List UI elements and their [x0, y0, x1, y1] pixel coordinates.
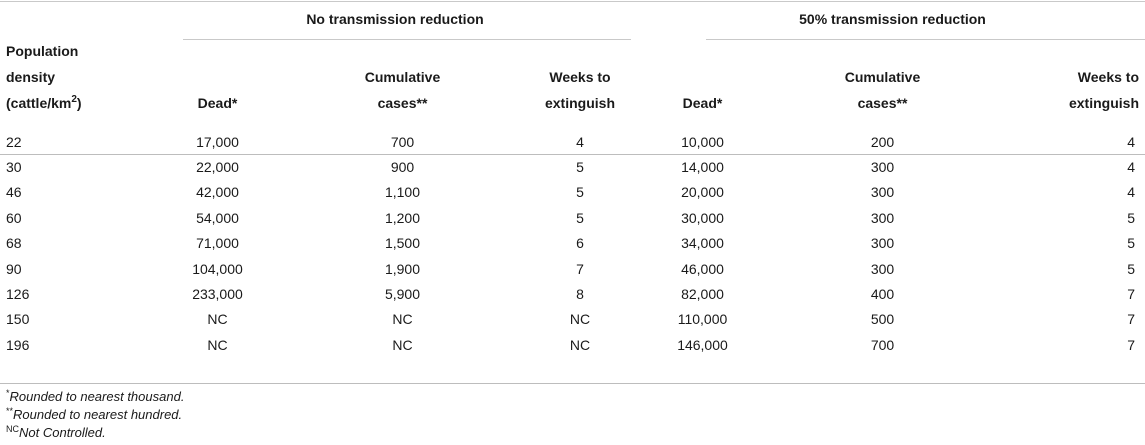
- col-header-pop-line3-sup: 2: [71, 94, 77, 105]
- cumulative-cases-cell: 1,900: [384, 260, 421, 277]
- group-header-row: [0, 0, 1145, 38]
- population-density-cell: 196: [6, 336, 30, 353]
- dead-50-cell: 82,000: [681, 286, 724, 303]
- population-density-cell: 90: [6, 260, 22, 277]
- dead-50-cell: 30,000: [681, 209, 724, 226]
- weeks-50-cell: 5: [1127, 260, 1135, 277]
- weeks-50-cell: 7: [1127, 286, 1135, 303]
- dead-50-cell: 20,000: [681, 184, 724, 201]
- population-density-cell: 30: [6, 159, 22, 176]
- dead-50-cell: 14,000: [681, 159, 724, 176]
- footnote-hundred-mark: **: [6, 406, 14, 416]
- dead-50-cell: 110,000: [677, 311, 728, 328]
- weeks-cell: 5: [576, 209, 584, 226]
- weeks-50-cell: 5: [1127, 209, 1135, 226]
- table-row: [0, 281, 1145, 306]
- weeks-cell: 5: [576, 184, 584, 201]
- footnote-hundred: [6, 406, 184, 424]
- cumulative-cases-50-cell: 700: [870, 336, 895, 353]
- dead-cell: 22,000: [196, 159, 239, 176]
- dead-cell: NC: [207, 336, 228, 353]
- table-row: [0, 231, 1145, 256]
- weeks-50-cell: 5: [1127, 235, 1135, 252]
- cumulative-cases-50-cell: 300: [870, 184, 895, 201]
- dead-50-cell: 34,000: [681, 235, 724, 252]
- col-header-cum-50-line2: cases**: [857, 95, 908, 111]
- weeks-cell: 8: [576, 286, 584, 303]
- table-row: [0, 180, 1145, 205]
- col-header-pop-line3-post: ): [76, 95, 82, 111]
- population-density-cell: 126: [6, 286, 30, 303]
- cumulative-cases-50-cell: 200: [870, 133, 895, 150]
- table-row: [0, 332, 1145, 357]
- table-footnotes: [6, 388, 184, 442]
- col-header-pop-line1: Population: [6, 43, 79, 59]
- col-header-weeks-50-line1: Weeks to: [1077, 69, 1139, 85]
- col-header-population-density: [0, 38, 150, 129]
- col-header-dead: [150, 38, 285, 129]
- footnote-not-controlled: [6, 424, 184, 442]
- col-header-cum-50-line1: Cumulative: [844, 69, 921, 85]
- cumulative-cases-cell: 5,900: [384, 286, 421, 303]
- col-header-weeks-50-line2: extinguish: [1068, 95, 1139, 111]
- col-header-weeks-line1: Weeks to: [549, 69, 611, 85]
- population-density-cell: 68: [6, 235, 22, 252]
- dead-cell: NC: [207, 311, 228, 328]
- col-header-pop-line2: density: [6, 69, 56, 85]
- footnote-thousand-text: Rounded to nearest thousand.: [9, 389, 185, 404]
- population-density-cell: 150: [6, 311, 30, 328]
- col-header-pop-line3-pre: (cattle/km: [6, 95, 72, 111]
- dead-cell: 233,000: [192, 286, 243, 303]
- dead-cell: 54,000: [196, 209, 239, 226]
- weeks-cell: 5: [576, 159, 584, 176]
- table-row: [0, 129, 1145, 154]
- footnote-hundred-text: Rounded to nearest hundred.: [13, 407, 183, 422]
- col-header-weeks-to-extinguish: [520, 38, 640, 129]
- weeks-50-cell: 7: [1127, 336, 1135, 353]
- weeks-cell: 4: [576, 133, 584, 150]
- col-header-weeks-to-extinguish-50: [1000, 38, 1145, 129]
- population-density-cell: 60: [6, 209, 22, 226]
- weeks-50-cell: 4: [1127, 159, 1135, 176]
- cumulative-cases-cell: 1,100: [384, 184, 421, 201]
- group-header-50-reduction: 50% transmission reduction: [799, 11, 986, 27]
- dead-50-cell: 146,000: [677, 336, 728, 353]
- column-header-row: [0, 38, 1145, 129]
- footnote-thousand-mark: *: [6, 388, 10, 398]
- dead-cell: 17,000: [196, 133, 239, 150]
- weeks-cell: 7: [576, 260, 584, 277]
- table-bottom-rule: [0, 383, 1145, 384]
- table-body: [0, 129, 1145, 358]
- footnote-nc-mark: NC: [6, 424, 19, 434]
- table-row: [0, 154, 1145, 179]
- weeks-cell: NC: [569, 336, 591, 353]
- group-header-blank: [0, 0, 150, 38]
- population-density-cell: 46: [6, 184, 22, 201]
- population-density-cell: 22: [6, 133, 22, 150]
- col-header-dead-50: [640, 38, 765, 129]
- col-header-cumulative-cases: [285, 38, 520, 129]
- col-header-weeks-line2: extinguish: [544, 95, 615, 111]
- col-header-cum-line1: Cumulative: [364, 69, 441, 85]
- weeks-50-cell: 7: [1127, 311, 1135, 328]
- cumulative-cases-cell: 1,200: [384, 209, 421, 226]
- weeks-cell: 6: [576, 235, 584, 252]
- cumulative-cases-50-cell: 400: [870, 286, 895, 303]
- dead-50-cell: 10,000: [681, 133, 724, 150]
- col-header-cum-line2: cases**: [377, 95, 428, 111]
- cumulative-cases-cell: 700: [390, 133, 415, 150]
- table-row: [0, 256, 1145, 281]
- cumulative-cases-50-cell: 300: [870, 159, 895, 176]
- cumulative-cases-50-cell: 300: [870, 209, 895, 226]
- cumulative-cases-50-cell: 300: [870, 235, 895, 252]
- cumulative-cases-50-cell: 300: [870, 260, 895, 277]
- table-row: [0, 205, 1145, 230]
- col-header-cumulative-cases-50: [765, 38, 1000, 129]
- cumulative-cases-cell: NC: [392, 336, 413, 353]
- col-header-dead-label: Dead*: [197, 95, 238, 111]
- cumulative-cases-cell: 900: [390, 159, 415, 176]
- weeks-50-cell: 4: [1127, 133, 1135, 150]
- dead-cell: 71,000: [196, 235, 239, 252]
- table-row: [0, 307, 1145, 332]
- group-header-no-reduction: No transmission reduction: [306, 11, 484, 27]
- cumulative-cases-cell: 1,500: [384, 235, 421, 252]
- weeks-50-cell: 4: [1127, 184, 1135, 201]
- footnote-thousand: [6, 388, 184, 406]
- dead-cell: 104,000: [192, 260, 243, 277]
- cumulative-cases-cell: NC: [392, 311, 413, 328]
- dead-cell: 42,000: [196, 184, 239, 201]
- dead-50-cell: 46,000: [681, 260, 724, 277]
- col-header-dead-50-label: Dead*: [682, 95, 723, 111]
- weeks-cell: NC: [569, 311, 591, 328]
- footnote-nc-text: Not Controlled.: [19, 425, 106, 440]
- cumulative-cases-50-cell: 500: [870, 311, 895, 328]
